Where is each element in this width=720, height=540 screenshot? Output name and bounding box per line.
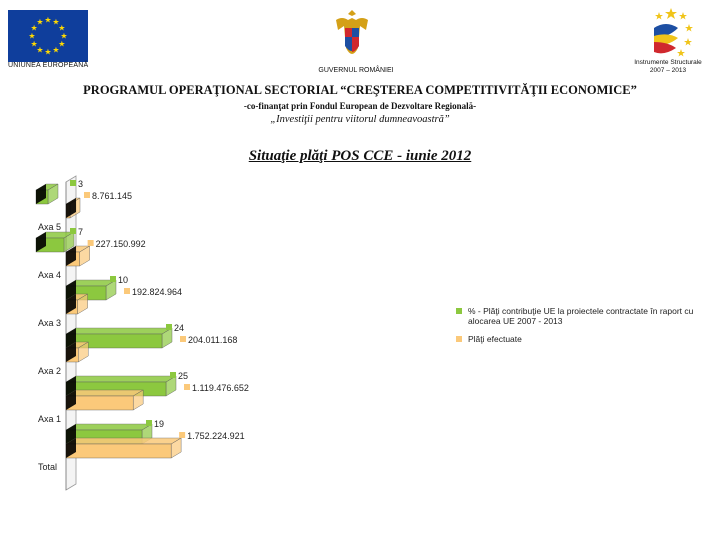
eu-star: ★ <box>36 45 44 55</box>
data-label-payments: 8.761.145 <box>92 191 133 201</box>
data-label-marker <box>70 180 76 186</box>
eu-star: ★ <box>28 31 36 41</box>
is-caption <box>618 59 718 75</box>
eu-star: ★ <box>30 39 38 49</box>
data-label-marker <box>124 288 130 294</box>
legend-label-payments: Plăţi efectuate <box>468 334 522 344</box>
data-label-marker <box>84 192 90 198</box>
legend-swatch-green <box>456 308 462 314</box>
category-label: Axa 1 <box>38 414 62 424</box>
bar-payments-4 <box>66 390 143 410</box>
romania-coat-of-arms-icon <box>332 8 372 64</box>
data-label-payments: 204.011.168 <box>188 335 238 345</box>
is-caption-line1: Instrumente Structurale <box>634 59 702 66</box>
data-label-percent: 3 <box>78 179 84 189</box>
data-label-payments: 192.824.964 <box>132 287 183 297</box>
data-label-marker <box>166 324 172 330</box>
data-label-payments: 1.119.476.652 <box>192 383 249 393</box>
data-label-payments: 227.150.992 <box>95 239 146 249</box>
category-label: Axa 2 <box>38 366 62 376</box>
bar-percent-0 <box>36 184 58 204</box>
eu-star: ★ <box>60 31 68 41</box>
structural-instruments-icon <box>648 6 694 60</box>
data-label-marker <box>170 372 176 378</box>
eu-star: ★ <box>52 45 60 55</box>
bar-percent-1 <box>36 232 74 252</box>
data-label-percent: 19 <box>154 419 165 429</box>
eu-star: ★ <box>58 23 66 33</box>
eu-star: ★ <box>44 47 52 57</box>
eu-star: ★ <box>30 23 38 33</box>
eu-star: ★ <box>52 17 60 27</box>
eu-caption: UNIUNEA EUROPEANĂ <box>8 62 89 69</box>
legend-label-percent: % - Plăţi contribuţie UE la proiectele contractate în raport cu alocarea UE 2007 - 2013 <box>468 306 694 326</box>
legend-swatch-orange <box>456 336 462 342</box>
data-label-marker <box>88 240 94 246</box>
data-label-marker <box>70 228 76 234</box>
legend-item-payments <box>456 334 696 344</box>
category-label: Axa 5 <box>38 222 62 232</box>
data-label-percent: 24 <box>174 323 185 333</box>
legend-item-percent <box>456 306 696 326</box>
eu-star: ★ <box>58 39 66 49</box>
data-label-payments: 1.752.224.921 <box>187 431 245 441</box>
data-label-marker <box>184 384 190 390</box>
chart-title: Situaţie plăţi POS CCE - iunie 2012 <box>248 148 472 164</box>
program-title: PROGRAMUL OPERAŢIONAL SECTORIAL “CREŞTEREA COMPETITIVITĂŢII ECONOMICE” <box>83 83 637 97</box>
data-label-marker <box>110 276 116 282</box>
data-label-marker <box>180 336 186 342</box>
category-label: Axa 4 <box>38 270 62 280</box>
category-label: Total <box>38 462 58 472</box>
eu-star: ★ <box>44 15 52 25</box>
eu-flag-icon <box>8 10 88 62</box>
data-label-percent: 10 <box>118 275 129 285</box>
cofinance-line: -co-finanţat prin Fondul European de Dezvoltare Regională- <box>243 101 477 111</box>
chart-legend <box>456 306 696 352</box>
gov-caption: GUVERNUL ROMÂNIEI <box>318 67 394 74</box>
data-label-marker <box>146 420 152 426</box>
bar-payments-5 <box>66 438 181 458</box>
data-label-marker <box>179 432 185 438</box>
slogan: „Investiţii pentru viitorul dumneavoastră” <box>270 114 450 125</box>
data-label-percent: 7 <box>78 227 84 237</box>
is-caption-line2: 2007 – 2013 <box>649 67 687 74</box>
eu-star: ★ <box>36 17 44 27</box>
data-label-percent: 25 <box>178 371 189 381</box>
category-label: Axa 3 <box>38 318 62 328</box>
